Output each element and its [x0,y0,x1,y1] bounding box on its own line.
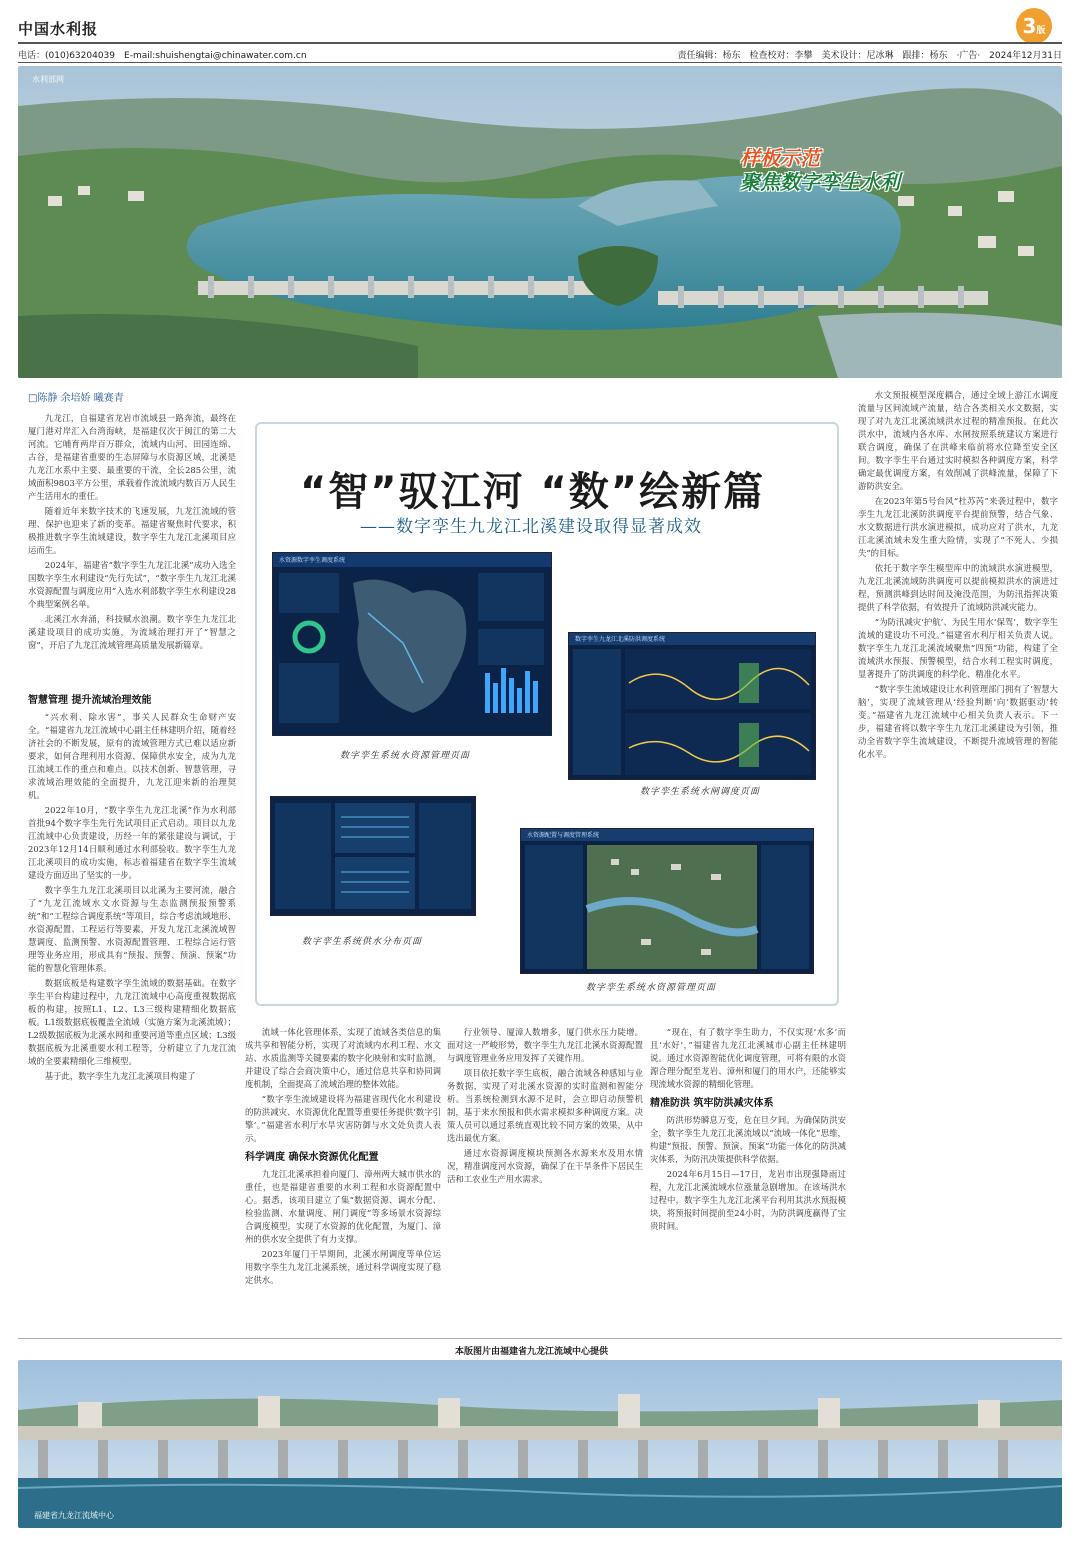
paragraph: 九龙江北溪承担着向厦门、漳州两大城市供水的重任，也是福建省重要的水利工程和水资源配置中心。据悉，该项目建立了集“数据资源、调水分配、检验监测、水量调度、闸门调度”等多场景水资源综合调度模型，实现了水资源的优化配置，为厦门、漳州的供水安全提供了有力支撑。 [245,1169,441,1244]
caption-1: 数字孪生系统水资源管理页面 [340,751,471,761]
paragraph: 随着近年来数字技术的飞速发展，九龙江流域的管理、保护也迎来了新的变革。福建省聚焦时代要求，积极推进数字孪生流域建设，数字孪生九龙江北溪项目应运而生。 [28,506,236,555]
paragraph: 在2023年第5号台风“杜苏芮”来袭过程中，数字孪生九龙江北溪防洪调度平台提前预警，结合气象、水文数据进行洪水演进模拟，成功应对了洪水，九龙江北溪流域未发生重大险情，实现了“不死人、少损失”的目标。 [858,496,1058,558]
screen4-title: 水资源配置与调度管理系统 [527,832,600,839]
article-column-1 [28,412,236,684]
screen2-title: 数字孪生九龙江北溪防洪调度系统 [575,636,666,643]
caption-4: 数字孪生系统水资源管理页面 [586,983,717,993]
paragraph: 2023年厦门干旱期间，北溪水闸调度等单位运用数字孪生九龙江北溪系统，通过科学调度实现了稳定供水。 [245,1249,441,1285]
paragraph: 北溪江水奔涌，科技赋水浪潮。数字孪生九龙江北溪建设项目的成功实施，为流域治理打开了“智慧之窗”，开启了九龙江流域管理高质量发展新篇章。 [28,614,236,650]
dashboard-illustration [273,553,551,735]
paragraph: 数字孪生九龙江北溪项目以北溪为主要河流，融合了“九龙江流域水文水资源与生态监测预报预警系统”和“工程综合调度系统”等项目，综合考虑流域地形、水资源配置、工程运行等要素，开发九龙江北溪流域智慧调度、监测预警、水资源配置管理、工程综合运行管理等业务应用，形成具有“预报、预警、预演、预案”功能的智慧化管理体系。 [28,885,236,973]
paragraph: 项目依托数字孪生底板，融合流域各种感知与业务数据，实现了对北溪水资源的实时监测和智能分析。当系统检测到水源不足时，会立即启动预警机制，基于来水预报和供水需求模拟多种调度方案。决策人员可以通过系统直观比较不同方案的效果，从中选出最优方案。 [447,1068,643,1143]
caption-2: 数字孪生系统水闸调度页面 [640,787,761,797]
paragraph: “数字孪生流域建设让水利管理部门拥有了‘智慧大脑’，实现了流域管理从‘经验判断’向‘数据驱动’转变。”福建省九龙江流域中心相关负责人表示。下一步，福建省将以数字孪生九龙江北溪建设为引领，推动全省数字孪生流域建设，不断提升流域管理的智能化水平。 [858,684,1058,759]
article-byline: □陈静 余培娇 曦赛青 [28,393,124,404]
caption-3: 数字孪生系统供水分布页面 [302,937,423,947]
page-suffix: 版 [1036,26,1046,36]
dashboard-illustration [521,829,813,973]
bottom-photo-watermark: 福建省九龙江流域中心 [34,1511,114,1520]
river-aerial-illustration [18,66,1062,378]
contact-info: 电话：(010)63204039 E-mail:shuishengtai@chinawater.com.cn [18,51,307,61]
paragraph: 依托于数字孪生模型库中的流域洪水演进模型，九龙江北溪流域防洪调度可以提前模拟洪水的演进过程，预测洪峰到达时间及淹没范围，为防汛指挥决策提供了科学依据，有效提升了流域防洪减灾能力。 [858,563,1058,612]
header-rule-thin [18,62,1062,63]
dashboard-illustration [271,797,475,915]
paragraph: “兴水利、除水害”，事关人民群众生命财产安全。“福建省九龙江流域中心副主任林建明介绍，随着经济社会的不断发展，原有的流域管理方式已难以适应新要求，如何合理利用水资源、保障供水安全，成为九龙江流域工作的重点和难点。以技术创新、智慧管理，寻求流域治理效能的全面提升，九龙江迎来新的治理契机。 [28,712,236,800]
header-rule [18,42,1062,44]
section-title-2: 科学调度 确保水资源优化配置 [245,1152,379,1163]
article-column-5 [858,389,1058,1316]
paragraph: 流域一体化管理体系，实现了流域各类信息的集成共享和智能分析，实现了对流域内水利工程、水文站、水质监测等关键要素的数字化映射和实时监测，并建设了综合会商决策中心，通过信息共享和协同调度机制，全面提高了流域治理的整体效能。 [245,1027,441,1089]
paragraph: “为防汛减灾‘护航’、为民生用水‘保驾’，数字孪生流域的建设功不可没。”福建省水利厅相关负责人说。数字孪生九龙江北溪流域聚焦“四预”功能，构建了全流域洪水预报、预警模型，结合水利工程实时调度，显著提升了防洪调度的科学化、精准化水平。 [858,617,1058,679]
paragraph: 2024年，福建省“数字孪生九龙江北溪”成功入选全国数字孪生水利建设“先行先试”，“数字孪生九龙江北溪水资源配置与调度应用”入选水利部数字孪生水利建设28个典型案例名单。 [28,560,236,609]
paragraph: 水文预报模型深度耦合，通过全域上游江水调度流量与区间流域产流量，结合各类相关水文数据，实现了对九龙江北溪流域洪水过程的精准预报。在此次洪水中，流域内各水库、水闸按照系统建议方案进行联合调度，确保了在洪峰来临前将水位降至安全区间。数字孪生平台通过实时模拟各种调度方案，科学确定最优调度方案，有效削减了洪峰流量，保障了下游防洪安全。 [858,390,1058,491]
slogan-line1: 样板示范 [740,146,820,170]
screenshot-water-resources [272,552,552,736]
paragraph: 2022年10月，“数字孪生九龙江北溪”作为水利部首批94个数字孪生先行先试项目正式启动。项目以九龙江流域中心负责建设，历经一年的紧张建设与调试，于2023年12月14日顺利通过水利部验收。数字孪生九龙江北溪项目的成功实施，标志着福建省在数字孪生流域建设方面迈出了坚实的一步。 [28,805,236,880]
article-column-3 [447,1026,643,1316]
photo-watermark: 水利部网 [32,75,64,84]
paragraph: 行业领导、厦漳人数增多，厦门供水压力陡增。面对这一严峻形势，数字孪生九龙江北溪水资源配置与调度管理业务应用发挥了关键作用。 [447,1027,643,1063]
credit-rule [18,1338,1062,1339]
article-column-2 [245,1026,441,1316]
dashboard-illustration [569,633,815,779]
page-number: 3 [1022,14,1037,38]
paragraph: “数字孪生流域建设将为福建省现代化水利建设的防洪减灾、水资源优化配置等重要任务提供‘数字引擎’。”福建省水利厅水旱灾害防御与水文处负责人表示。 [245,1094,441,1143]
paragraph: “现在，有了数字孪生助力，不仅实现‘水多’而且‘水好’，”福建省九龙江北溪城市心副主任林建明说。通过水资源智能优化调度管理，可将有限的水资源合理分配至龙岩、漳州和厦门的用水户，还能够实现流域水资源的精细化管理。 [650,1027,846,1089]
paragraph: 2024年6月15日—17日，龙岩市出现强降雨过程，九龙江北溪流域水位涨量急剧增加。在该场洪水过程中，数字孪生九龙江北溪平台利用其洪水预报模块，将预报时间提前至24小时，为防洪调度赢得了宝贵时间。 [650,1169,846,1231]
newspaper-masthead: 中国水利报 [18,20,99,38]
editor-credits: 责任编辑：杨东 检查校对：李攀 美术设计：尼冰琳 跟排：杨东 ·广告· 2024年12月31日 [677,51,1062,61]
screenshot-water-supply [270,796,476,916]
screenshot-sluice-dispatch [568,632,816,780]
paragraph: 九龙江，自福建省龙岩市流域县一路奔流，最终在厦门港对岸汇入台湾海峡，是福建仅次于闽江的第二大河流。它哺育两岸百万群众，流域内山河、田园连绵、古谷，是福建省重要的生态屏障与水资源区域，北溪是九龙江水系中主要、最重要的干流，全长285公里，流域面积9803平方公里，承载着作流流域内数百万人民生产生活用水的重任。 [28,413,236,501]
photo-credit: 本版图片由福建省九龙江流域中心提供 [455,1347,609,1357]
paragraph: 数据底板是构建数字孪生流域的数据基础。在数字孪生平台构建过程中，九龙江流域中心高度重视数据底板的构建，按照L1、L2、L3三级构建精细化数据底板。L1级数据底板覆盖全流域（实施方案为北溪流域）；L2级数据底板为北溪水网和重要河道等重点区域；L3级数据底板为北溪重要水利工程等，分析建立了九龙江流域的全要素精细化三维模型。 [28,978,236,1066]
screenshot-water-allocation [520,828,814,974]
page-number-badge [1016,8,1052,44]
headline: “智”驭江河 “数”绘新篇 [300,469,766,515]
article-column-1b [28,688,236,1316]
top-river-photo [18,66,1062,378]
section-title-1: 智慧管理 提升流域治理效能 [28,695,152,706]
subheadline: ——数字孪生九龙江北溪建设取得显著成效 [360,517,702,537]
screen1-title: 水资源数字孪生调度系统 [279,557,346,564]
paragraph: 基于此，数字孪生九龙江北溪项目构建了 [44,1071,196,1081]
dam-illustration [18,1360,1062,1528]
section-title-3: 精准防洪 筑牢防洪减灾体系 [650,1098,774,1109]
paragraph: 防洪形势瞬息万变，危在旦夕间。为确保防洪安全，数字孪生九龙江北溪流域以“流域一体化”思维，构建“预报、预警、预演、预案”功能一体化的防洪减灾体系，为防汛决策提供科学依据。 [650,1115,846,1164]
slogan-line2: 聚焦数字孪生水利 [740,170,900,194]
article-column-4 [650,1026,846,1316]
bottom-dam-photo [18,1360,1062,1528]
paragraph: 通过水资源调度模块预测各水源来水及用水情况，精准调度河水资源，确保了在干旱条件下居民生活和工农业生产用水需求。 [447,1148,643,1184]
